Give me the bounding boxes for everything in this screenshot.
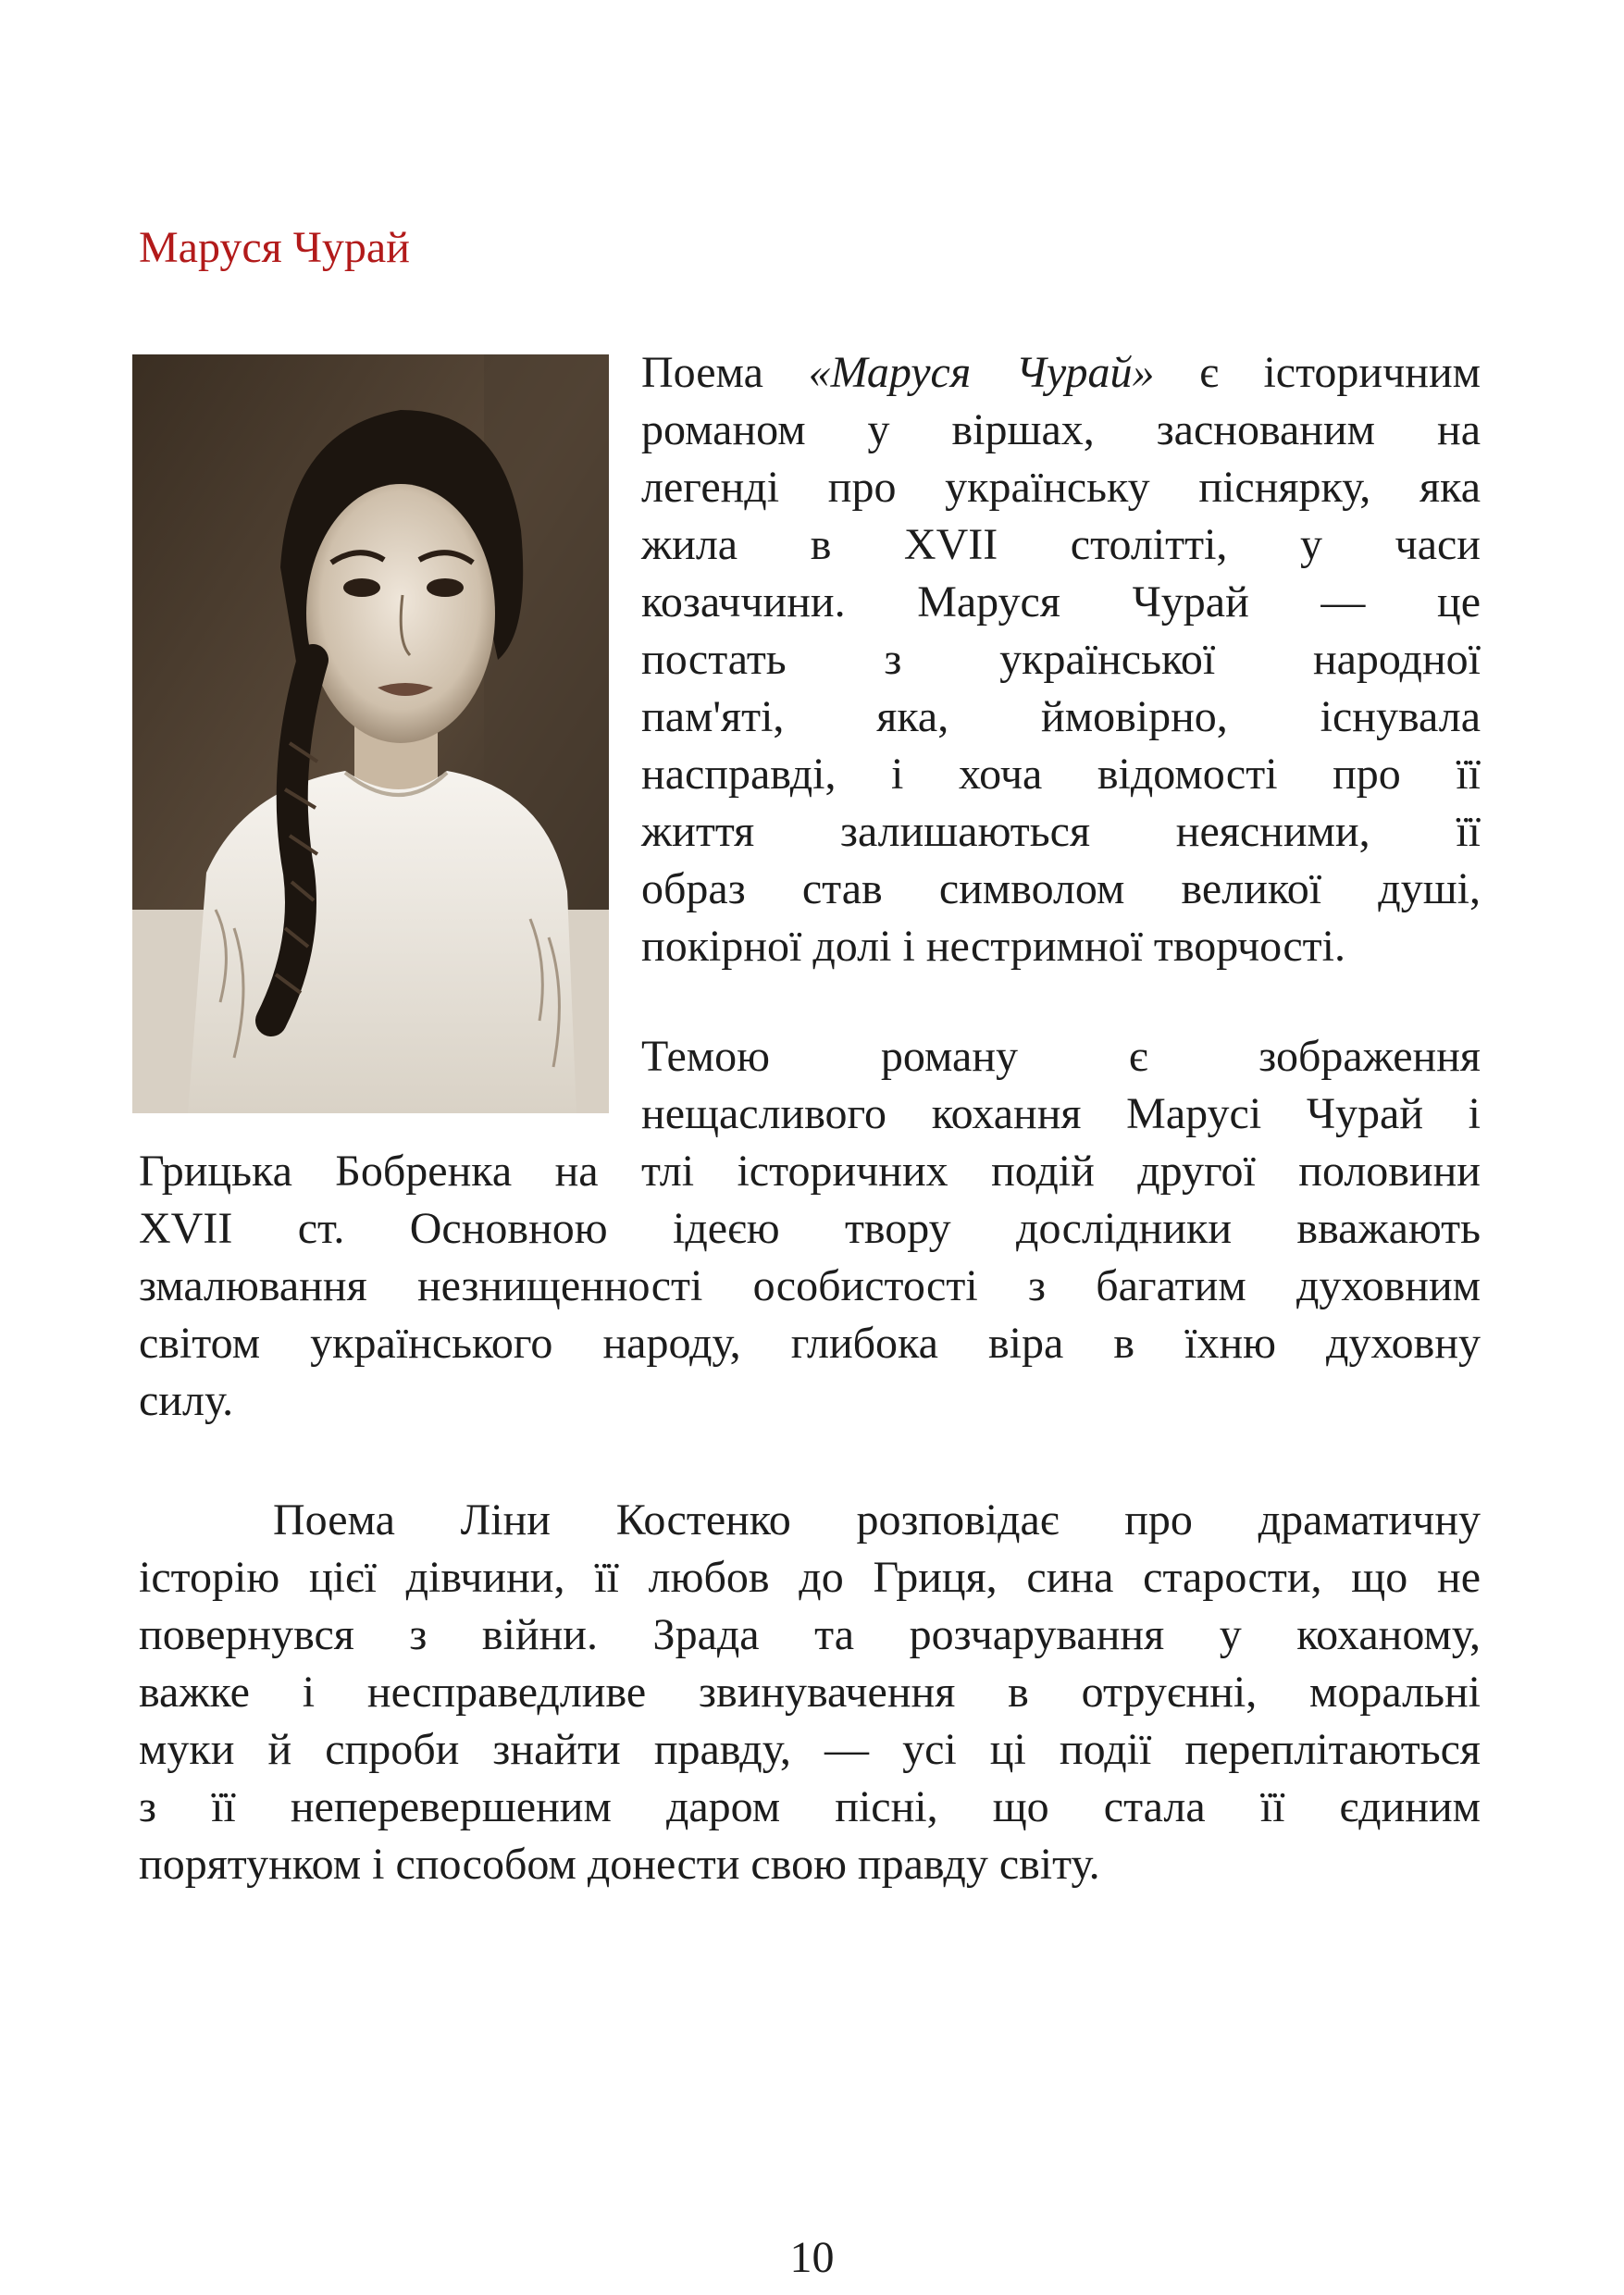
text-line: життя залишаються неясними, її — [641, 807, 1481, 856]
page-number: 10 — [789, 2233, 835, 2282]
text-line: важке і несправедливе звинувачення в отруєнні, моральні — [139, 1668, 1481, 1717]
text-line: козаччини. Маруся Чурай — це — [641, 577, 1481, 626]
text-line: постать з української народної — [641, 635, 1481, 684]
italic-title: «Маруся Чурай» — [808, 348, 1155, 397]
text-line: Поема Ліни Костенко розповідає про драматичну — [273, 1495, 1481, 1544]
text-line: з її неперевершеним даром пісні, що стала її єдиним — [139, 1782, 1481, 1831]
text-line: змалювання незнищенності особистості з багатим духовним — [139, 1261, 1481, 1310]
text-line: муки й спроби знайти правду, — усі ці події переплітаються — [139, 1725, 1481, 1774]
text-line: силу. — [139, 1376, 234, 1425]
text-line: світом українського народу, глибока віра в їхню духовну — [139, 1319, 1481, 1368]
text-line: романом у віршах, заснованим на — [641, 405, 1481, 454]
text-line: історію цієї дівчини, її любов до Гриця, сина старости, що не — [139, 1553, 1481, 1602]
text-line: жила в XVII столітті, у часи — [641, 520, 1481, 569]
text-line: повернувся з війни. Зрада та розчарування у коханому, — [139, 1610, 1481, 1659]
text-line: XVII ст. Основною ідеєю твору дослідники вважають — [139, 1204, 1481, 1253]
lead-word: Поема — [641, 348, 763, 397]
text-line: покірної долі і нестримної творчості. — [641, 922, 1345, 971]
text-line: порятунком і способом донести свою правду світу. — [139, 1840, 1100, 1889]
portrait-image — [132, 354, 609, 1113]
page-title: Маруся Чурай — [139, 223, 410, 272]
text-line: Грицька Бобренка на тлі історичних подій другої половини — [139, 1147, 1481, 1196]
text-line: нещасливого кохання Марусі Чурай і — [641, 1089, 1481, 1138]
line-rest: є історичним — [1199, 348, 1481, 397]
text-line: легенді про українську піснярку, яка — [641, 463, 1481, 512]
text-line: пам'яті, яка, ймовірно, існувала — [641, 692, 1481, 741]
text-line: насправді, і хоча відомості про її — [641, 750, 1481, 799]
text-line: образ став символом великої душі, — [641, 864, 1481, 913]
text-line — [641, 345, 1481, 401]
text-line: Темою роману є зображення — [641, 1032, 1481, 1081]
